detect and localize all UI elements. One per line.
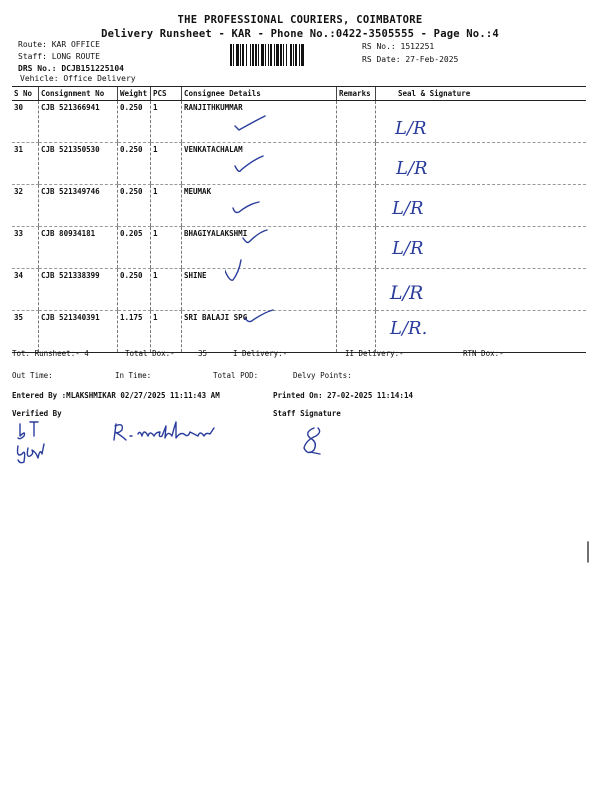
cell-remarks — [337, 101, 376, 143]
rs-number: RS No.: 1512251 — [362, 42, 435, 51]
cell-pcs: 1 — [151, 185, 182, 227]
col-pcs: PCS — [151, 87, 182, 101]
tot-runsheet: Tot. Runsheet:- 4 — [12, 349, 89, 358]
seal-mark: L/R — [396, 158, 428, 179]
total-dox-value: 35 — [198, 349, 208, 358]
cell-consignee: BHAGIYALAKSHMI — [182, 227, 337, 269]
col-weight: Weight — [118, 87, 151, 101]
check-mark — [245, 310, 273, 322]
cell-weight: 0.250 — [118, 101, 151, 143]
cell-consignee: SRI BALAJI SPG — [182, 311, 337, 353]
cell-pcs: 1 — [151, 143, 182, 185]
seal-mark: L/R — [395, 118, 427, 139]
drs-number: DRS No.: DCJB151225104 — [18, 64, 124, 73]
delvy-points: Delvy Points: — [293, 371, 352, 380]
seal-mark: L/R — [392, 238, 424, 259]
out-time: Out Time: — [12, 371, 53, 380]
vehicle-label: Vehicle: Office Delivery — [20, 74, 136, 83]
check-mark — [225, 260, 241, 280]
cell-remarks — [337, 227, 376, 269]
runsheet-subtitle: Delivery Runsheet - KAR - Phone No.:0422-3505555 - Page No.:4 — [101, 28, 499, 40]
verifier-initials-signature — [12, 418, 62, 466]
col-consignee: Consignee Details — [182, 87, 337, 101]
printed-on: Printed On: 27-02-2025 11:14:14 — [273, 391, 413, 400]
check-mark — [235, 156, 263, 171]
cell-consignment: CJB 521349746 — [39, 185, 118, 227]
cell-sno: 30 — [12, 101, 39, 143]
cell-weight: 0.250 — [118, 143, 151, 185]
table-row — [12, 269, 586, 311]
cell-pcs: 1 — [151, 269, 182, 311]
pen-mark — [584, 540, 592, 564]
cell-pcs: 1 — [151, 311, 182, 353]
cell-consignee: VENKATACHALAM — [182, 143, 337, 185]
table-row — [12, 143, 586, 185]
cell-consignee: MEUMAK — [182, 185, 337, 227]
cell-pcs: 1 — [151, 101, 182, 143]
seal-mark: L/R. — [390, 318, 428, 339]
verifier-signature — [110, 418, 230, 448]
staff-signature-mark — [296, 424, 332, 458]
cell-remarks — [337, 311, 376, 353]
cell-sno: 34 — [12, 269, 39, 311]
cell-weight: 0.205 — [118, 227, 151, 269]
seal-mark: L/R — [392, 198, 424, 219]
check-mark — [235, 116, 265, 130]
table-row — [12, 185, 586, 227]
in-time: In Time: — [115, 371, 152, 380]
rtn-dox: RTN Dox:- — [463, 349, 504, 358]
seal-mark: L/R — [390, 282, 424, 304]
cell-remarks — [337, 269, 376, 311]
cell-consignment: CJB 521340391 — [39, 311, 118, 353]
col-seal-signature: Seal & Signature — [376, 87, 587, 101]
barcode — [230, 44, 344, 66]
col-consignment: Consignment No — [39, 87, 118, 101]
cell-sno: 35 — [12, 311, 39, 353]
staff-label: Staff: LONG ROUTE — [18, 52, 100, 61]
cell-sno: 32 — [12, 185, 39, 227]
cell-weight: 0.250 — [118, 269, 151, 311]
i-delivery: I Delivery:- — [233, 349, 288, 358]
cell-remarks — [337, 185, 376, 227]
ii-delivery: II Delivery:- — [345, 349, 404, 358]
delivery-checkmarks — [225, 108, 275, 328]
cell-weight: 1.175 — [118, 311, 151, 353]
company-title: THE PROFESSIONAL COURIERS, COIMBATORE — [177, 14, 423, 26]
table-row — [12, 101, 586, 143]
rs-date: RS Date: 27-Feb-2025 — [362, 55, 459, 64]
cell-consignment: CJB 521350530 — [39, 143, 118, 185]
cell-pcs: 1 — [151, 227, 182, 269]
check-mark — [233, 202, 259, 213]
col-remarks: Remarks — [337, 87, 376, 101]
table-header-row — [12, 87, 586, 101]
cell-consignment: CJB 521366941 — [39, 101, 118, 143]
cell-consignee: RANJITHKUMMAR — [182, 101, 337, 143]
total-pod: Total POD: — [213, 371, 259, 380]
cell-weight: 0.250 — [118, 185, 151, 227]
cell-consignment: CJB 521338399 — [39, 269, 118, 311]
col-sno: S No — [12, 87, 39, 101]
verified-by-label: Verified By — [12, 409, 62, 418]
cell-sno: 33 — [12, 227, 39, 269]
cell-consignment: CJB 80934181 — [39, 227, 118, 269]
total-dox-label: Total Dox:- — [125, 349, 175, 358]
route-label: Route: KAR OFFICE — [18, 40, 100, 49]
check-mark — [243, 230, 267, 243]
cell-consignee: SHINE — [182, 269, 337, 311]
table-row — [12, 227, 586, 269]
entered-by: Entered By :MLAKSHMIKAR 02/27/2025 11:11:43 AM — [12, 391, 220, 400]
table-row — [12, 311, 586, 353]
runsheet-table — [12, 86, 586, 353]
cell-sno: 31 — [12, 143, 39, 185]
staff-signature-label: Staff Signature — [273, 409, 341, 418]
cell-remarks — [337, 143, 376, 185]
